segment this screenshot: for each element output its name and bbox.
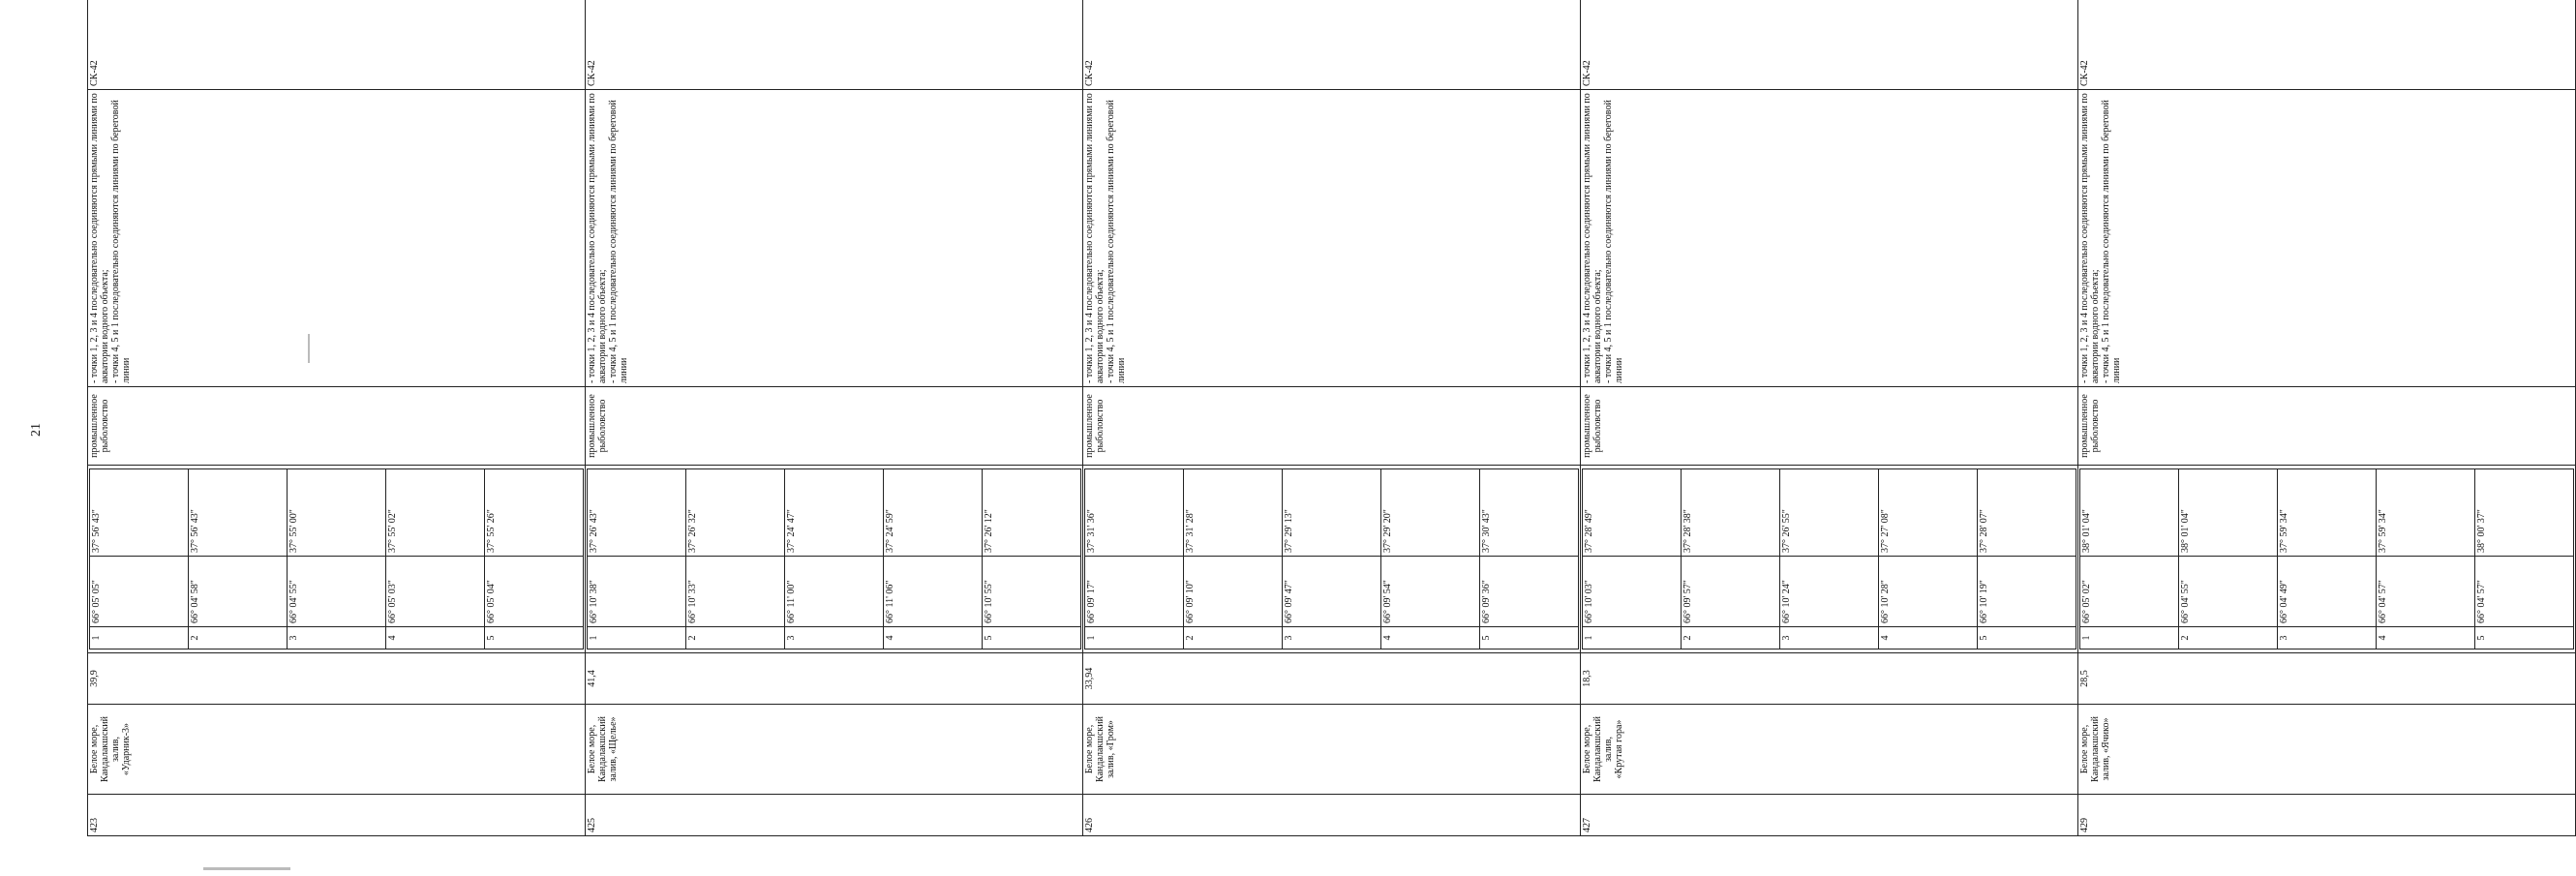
point-number: 5: [983, 627, 1081, 649]
boundary-description-cell: [586, 90, 1083, 387]
fishing-type-cell: промышленное рыболовство: [586, 387, 1083, 466]
coordinates-cell: [88, 466, 586, 653]
coordinate-row: [1780, 469, 1879, 649]
fishing-type-cell: промышленное рыболовство: [88, 387, 586, 466]
coordinates-table: [587, 468, 1081, 649]
coordinate-system-cell: СК-42: [586, 0, 1083, 90]
boundary-description-line: - точки 4, 5 и 1 последовательно соединяются линиями по береговой линии: [2101, 100, 2122, 383]
point-number: 3: [2278, 627, 2377, 649]
scan-mark: [203, 867, 290, 870]
coordinates-cell: [1083, 466, 1581, 653]
area-size-cell: 33,94: [1083, 653, 1581, 705]
point-number: 2: [1184, 627, 1283, 649]
area-name-line: «Ударник-3»: [121, 722, 132, 776]
coordinate-row: [2377, 469, 2475, 649]
boundary-description-line: - точки 1, 2, 3 и 4 последовательно соединяются прямыми линиями по акватории водного объекта;: [89, 93, 110, 383]
coordinate-system-cell: СК-42: [2078, 0, 2576, 90]
point-number: 3: [1283, 627, 1381, 649]
boundary-description-cell: [1083, 90, 1581, 387]
latitude: 66° 11' 06": [884, 557, 983, 627]
area-name-line: Кандалакшский: [1592, 716, 1603, 782]
area-name-line: залив,: [1603, 736, 1614, 763]
area-name-line: Кандалакшский: [597, 716, 608, 782]
boundary-description-cell: [88, 90, 586, 387]
point-number: 5: [485, 627, 584, 649]
latitude: 66° 05' 03": [386, 557, 485, 627]
longitude: 37° 55' 26": [485, 469, 584, 557]
area-id-cell: 429: [2078, 795, 2576, 836]
longitude: 37° 56' 43": [90, 469, 189, 557]
latitude: 66° 09' 36": [1480, 557, 1579, 627]
coordinate-row: [1978, 469, 2076, 649]
fishing-areas-table: [87, 0, 2576, 836]
area-name-line: залив, «Щелье»: [608, 716, 619, 782]
point-number: 2: [1682, 627, 1780, 649]
latitude: 66° 04' 58": [189, 557, 288, 627]
latitude: 66° 10' 24": [1780, 557, 1879, 627]
table-row: [1581, 0, 2078, 836]
point-number: 5: [1480, 627, 1579, 649]
coordinate-row: [2278, 469, 2377, 649]
coordinate-row: [90, 469, 189, 649]
coordinates-table: [1084, 468, 1579, 649]
longitude: 37° 28' 38": [1682, 469, 1780, 557]
fishing-type-cell: промышленное рыболовство: [1581, 387, 2078, 466]
coordinate-row: [2475, 469, 2574, 649]
coordinate-system-cell: СК-42: [88, 0, 586, 90]
latitude: 66° 05' 05": [90, 557, 189, 627]
table-row: [586, 0, 1083, 836]
longitude: 37° 24' 47": [785, 469, 884, 557]
latitude: 66° 04' 55": [288, 557, 386, 627]
point-number: 3: [1780, 627, 1879, 649]
point-number: 1: [1583, 627, 1682, 649]
point-number: 4: [2377, 627, 2475, 649]
longitude: 37° 56' 43": [189, 469, 288, 557]
area-name-cell: [1581, 705, 2078, 795]
boundary-description-line: - точки 1, 2, 3 и 4 последовательно соединяются прямыми линиями по акватории водного объекта;: [1084, 93, 1106, 383]
point-number: 5: [2475, 627, 2574, 649]
point-number: 1: [2080, 627, 2179, 649]
area-name-line: Белое море,: [1582, 724, 1592, 774]
area-name-line: залив,: [110, 736, 121, 763]
longitude: 37° 30' 43": [1480, 469, 1579, 557]
coordinate-system-cell: СК-42: [1083, 0, 1581, 90]
table-row: [1083, 0, 1581, 836]
coordinates-table: [89, 468, 584, 649]
area-name-line: Белое море,: [89, 724, 100, 774]
boundary-description-line: - точки 4, 5 и 1 последовательно соединяются линиями по береговой линии: [608, 100, 629, 383]
boundary-description-line: - точки 4, 5 и 1 последовательно соединяются линиями по береговой линии: [1603, 100, 1624, 383]
longitude: 37° 31' 28": [1184, 469, 1283, 557]
latitude: 66° 05' 04": [485, 557, 584, 627]
longitude: 37° 26' 55": [1780, 469, 1879, 557]
latitude: 66° 10' 33": [686, 557, 785, 627]
latitude: 66° 09' 54": [1381, 557, 1480, 627]
area-name-line: Белое море,: [1084, 724, 1095, 774]
boundary-description-cell: [2078, 90, 2576, 387]
area-name-line: Белое море,: [2079, 724, 2090, 774]
coordinate-row: [288, 469, 386, 649]
table-row: [88, 0, 586, 836]
fishing-areas-table-container: [87, 39, 2487, 836]
area-id-cell: 425: [586, 795, 1083, 836]
area-name-line: Кандалакшский: [1095, 716, 1106, 782]
coordinate-row: [2179, 469, 2278, 649]
area-name-line: Кандалакшский: [2090, 716, 2101, 782]
longitude: 37° 59' 34": [2278, 469, 2377, 557]
longitude: 37° 28' 49": [1583, 469, 1682, 557]
rotated-table-frame: [87, 39, 2487, 836]
latitude: 66° 09' 17": [1085, 557, 1184, 627]
boundary-description-cell: [1581, 90, 2078, 387]
point-number: 1: [1085, 627, 1184, 649]
boundary-description-line: - точки 4, 5 и 1 последовательно соединяются линиями по береговой линии: [110, 100, 132, 383]
coordinate-row: [1583, 469, 1682, 649]
latitude: 66° 10' 28": [1879, 557, 1978, 627]
coordinate-row: [588, 469, 686, 649]
longitude: 37° 27' 08": [1879, 469, 1978, 557]
point-number: 1: [588, 627, 686, 649]
longitude: 37° 24' 59": [884, 469, 983, 557]
coordinates-cell: [2078, 466, 2576, 653]
latitude: 66° 10' 03": [1583, 557, 1682, 627]
longitude: 37° 29' 20": [1381, 469, 1480, 557]
fishing-type-cell: промышленное рыболовство: [1083, 387, 1581, 466]
point-number: 5: [1978, 627, 2076, 649]
area-size-cell: 18,3: [1581, 653, 2078, 705]
point-number: 3: [785, 627, 884, 649]
coordinates-cell: [1581, 466, 2078, 653]
coordinate-row: [884, 469, 983, 649]
page-number: 21: [29, 423, 44, 437]
latitude: 66° 09' 57": [1682, 557, 1780, 627]
boundary-description-line: - точки 1, 2, 3 и 4 последовательно соединяются прямыми линиями по акватории водного объекта;: [587, 93, 608, 383]
longitude: 37° 26' 12": [983, 469, 1081, 557]
coordinate-row: [785, 469, 884, 649]
coordinate-row: [1085, 469, 1184, 649]
latitude: 66° 11' 00": [785, 557, 884, 627]
longitude: 37° 26' 43": [588, 469, 686, 557]
area-id-cell: 423: [88, 795, 586, 836]
point-number: 4: [386, 627, 485, 649]
latitude: 66° 10' 38": [588, 557, 686, 627]
longitude: 37° 26' 32": [686, 469, 785, 557]
coordinate-row: [1682, 469, 1780, 649]
longitude: 37° 55' 00": [288, 469, 386, 557]
boundary-description-line: - точки 1, 2, 3 и 4 последовательно соединяются прямыми линиями по акватории водного объекта;: [2079, 93, 2101, 383]
latitude: 66° 04' 55": [2179, 557, 2278, 627]
longitude: 37° 31' 36": [1085, 469, 1184, 557]
longitude: 38° 01' 04": [2179, 469, 2278, 557]
point-number: 4: [884, 627, 983, 649]
area-size-cell: 41,4: [586, 653, 1083, 705]
area-size-cell: 28,5: [2078, 653, 2576, 705]
latitude: 66° 10' 19": [1978, 557, 2076, 627]
fishing-type-cell: промышленное рыболовство: [2078, 387, 2576, 466]
table-row: [2078, 0, 2576, 836]
coordinate-row: [1879, 469, 1978, 649]
latitude: 66° 10' 55": [983, 557, 1081, 627]
coordinate-system-cell: СК-42: [1581, 0, 2078, 90]
coordinate-row: [686, 469, 785, 649]
coordinate-row: [983, 469, 1081, 649]
longitude: 38° 00' 37": [2475, 469, 2574, 557]
coordinates-table: [2079, 468, 2574, 649]
point-number: 3: [288, 627, 386, 649]
point-number: 4: [1381, 627, 1480, 649]
coordinate-row: [386, 469, 485, 649]
point-number: 2: [2179, 627, 2278, 649]
area-name-cell: [1083, 705, 1581, 795]
longitude: 37° 29' 13": [1283, 469, 1381, 557]
longitude: 37° 28' 07": [1978, 469, 2076, 557]
area-name-line: Белое море,: [587, 724, 597, 774]
coordinate-row: [1381, 469, 1480, 649]
longitude: 37° 55' 02": [386, 469, 485, 557]
area-name-line: залив, «Ячико»: [2101, 717, 2111, 781]
point-number: 2: [189, 627, 288, 649]
area-name-cell: [2078, 705, 2576, 795]
boundary-description-line: - точки 1, 2, 3 и 4 последовательно соединяются прямыми линиями по акватории водного объекта;: [1582, 93, 1603, 383]
area-name-line: «Крутая гора»: [1614, 719, 1624, 779]
area-name-cell: [586, 705, 1083, 795]
latitude: 66° 04' 49": [2278, 557, 2377, 627]
coordinate-row: [485, 469, 584, 649]
point-number: 2: [686, 627, 785, 649]
latitude: 66° 05' 02": [2080, 557, 2179, 627]
area-name-line: залив, «Гром»: [1106, 720, 1116, 778]
scan-mark: [308, 334, 310, 363]
area-id-cell: 426: [1083, 795, 1581, 836]
area-name-line: Кандалакшский: [100, 716, 110, 782]
coordinate-row: [189, 469, 288, 649]
boundary-description-line: - точки 4, 5 и 1 последовательно соединяются линиями по береговой линии: [1106, 100, 1127, 383]
latitude: 66° 04' 57": [2377, 557, 2475, 627]
coordinates-table: [1582, 468, 2076, 649]
area-id-cell: 427: [1581, 795, 2078, 836]
coordinate-row: [1283, 469, 1381, 649]
latitude: 66° 09' 47": [1283, 557, 1381, 627]
longitude: 38° 01' 04": [2080, 469, 2179, 557]
coordinate-row: [1184, 469, 1283, 649]
latitude: 66° 04' 57": [2475, 557, 2574, 627]
coordinate-row: [2080, 469, 2179, 649]
longitude: 37° 59' 34": [2377, 469, 2475, 557]
point-number: 1: [90, 627, 189, 649]
coordinates-cell: [586, 466, 1083, 653]
latitude: 66° 09' 10": [1184, 557, 1283, 627]
area-name-cell: [88, 705, 586, 795]
area-size-cell: 39,9: [88, 653, 586, 705]
coordinate-row: [1480, 469, 1579, 649]
point-number: 4: [1879, 627, 1978, 649]
